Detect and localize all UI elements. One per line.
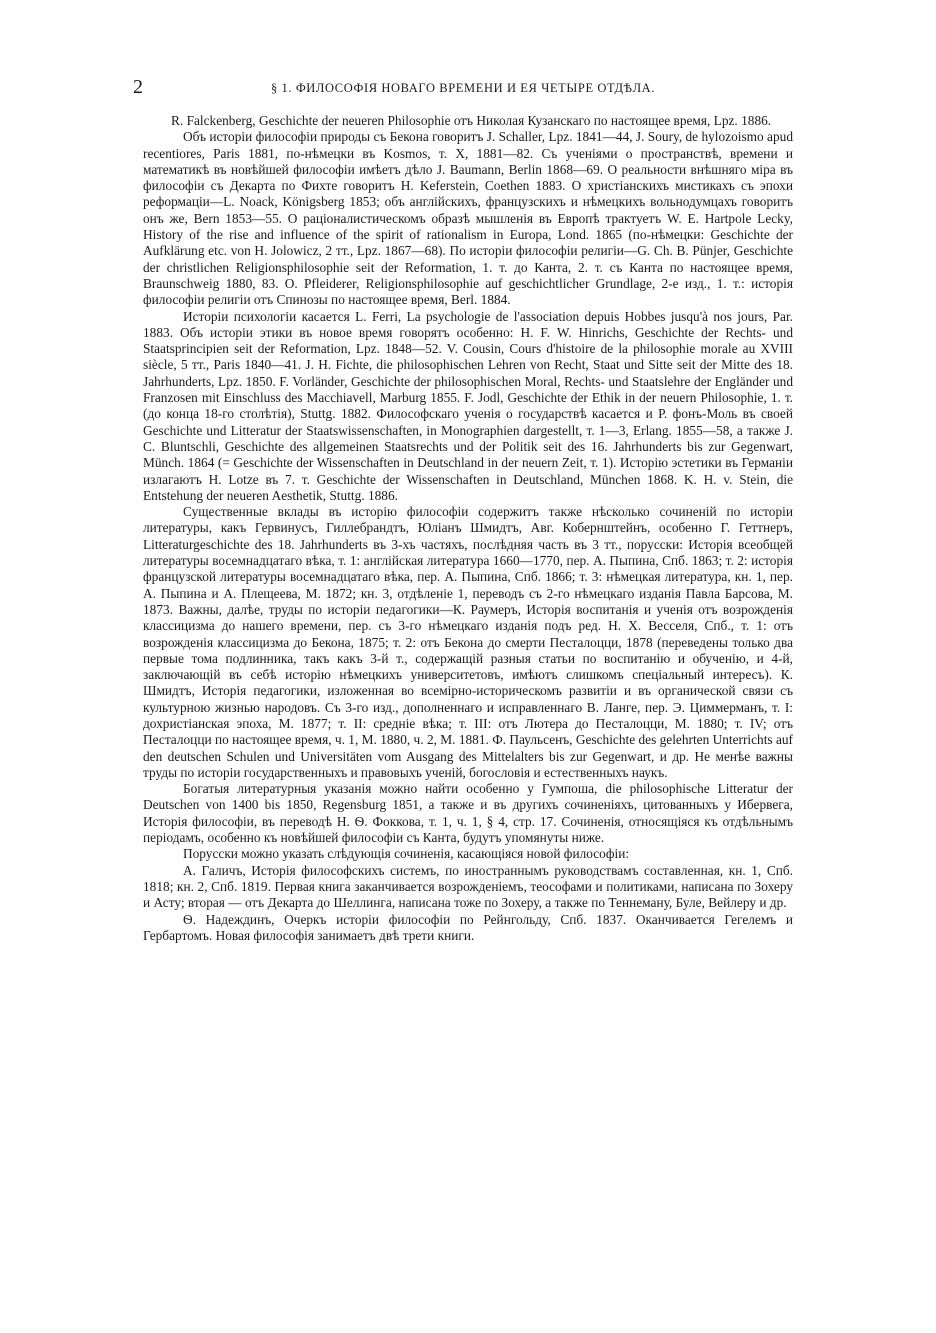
paragraph: А. Галичъ, Исторія философскихъ системъ, по иностраннымъ руководствамъ составленная, кн. 1, Спб. 1818; кн. 2, Спб. 1819. Первая книга заканчивается возрожденіемъ, теософами и политиками, написана по Зохеру и Асту; вторая — отъ Декарта до Шеллинга, написана тоже по Зохеру, а также по Теннеману, Буле, Вейлеру и др. xyxy=(143,862,793,911)
paragraph: Богатыя литературныя указанія можно найти особенно у Гумпоша, die philosophische Litteratur der Deutschen von 1400 bis 1850, Regensburg 1851, а также и въ другихъ сочиненіяхъ, цитованныхъ у Ибервега, Исторія философіи, въ переводѣ Н. Ѳ. Фоккова, т. 1, ч. 1, § 4, стр. 17. Сочиненія, относящіяся къ отдѣльнымъ періодамъ, особенно къ новѣйшей философіи съ Канта, будутъ упомянуты ниже. xyxy=(143,781,793,846)
body-text xyxy=(143,113,793,944)
paragraph: Исторіи психологіи касается L. Ferri, La psychologie de l'association depuis Hobbes jusqu'à nos jours, Par. 1883. Объ исторіи этики въ новое время говорятъ особенно: H. F. W. Hinrichs, Geschichte der Rechts- und Staatsprincipien seit der Reformation, Lpz. 1848—52. V. Cousin, Cours d'histoire de la philosophie morale au XVIII siècle, 5 тт., Paris 1840—41. J. H. Fichte, die philosophischen Lehren von Recht, Staat und Sitte seit der Mitte des 18. Jahrhunderts, Lpz. 1850. F. Vorländer, Geschichte der philosophischen Moral, Rechts- und Staatslehre der Engländer und Franzosen mit Einschluss des Macchiavell, Marburg 1855. F. Jodl, Geschichte der Ethik in der neuern Philosophie, 1. т. (до конца 18-го столѣтія), Stuttg. 1882. Философскаго ученія о государствѣ касается и Р. фонъ-Моль въ своей Geschichte und Litteratur der Staatswissenschaften, in Monographien dargestellt, т. 1—3, Erlang. 1855—58, а также J. C. Bluntschli, Geschichte des allgemeinen Staatsrechts und der Politik seit des 16. Jahrhunderts bis zur Gegenwart, Münch. 1864 (= Geschichte der Wissenschaften in Deutschland in der neuern Zeit, т. 1). Исторію эстетики въ Германіи излагаютъ H. Lotze въ 7. т. Geschichte der Wissenschaften in Deutschland, München 1868. K. H. v. Stein, die Entstehung der neueren Aesthetik, Stuttg. 1886. xyxy=(143,308,793,503)
paragraph: Объ исторіи философіи природы съ Бекона говоритъ J. Schaller, Lpz. 1841—44, J. Soury, de hylozoismo apud recentiores, Paris 1881, по-нѣмецки въ Kosmos, т. X, 1881—82. Съ ученіями о пространствѣ, времени и математикѣ въ новѣйшей философіи имѣетъ дѣло J. Baumann, Berlin 1868—69. О реальности внѣшняго міра въ философіи съ Декарта по Фихте говоритъ H. Keferstein, Coethen 1883. О христіанскихъ мистикахъ съ эпохи реформаціи—L. Noack, Königsberg 1853; объ англійскихъ, французскихъ и нѣмецкихъ вольнодумцахъ говоритъ онъ же, Bern 1853—55. О раціоналистическомъ образѣ мышленія въ Европѣ трактуетъ W. E. Hartpole Lecky, History of the rise and influence of the spirit of rationalism in Europa, Lond. 1865 (по-нѣмецки: Geschichte der Aufklärung etc. von H. Jolowicz, 2 тт., Lpz. 1867—68). По исторіи философіи религіи—G. Ch. B. Pünjer, Geschichte der christlichen Religionsphilosophie seit der Reformation, 1. т. до Канта, 2. т. съ Канта по настоящее время, Braunschweig 1880, 83. O. Pfleiderer, Religionsphilosophie auf geschichtlicher Grundlage, 2-е изд., 1. т.: исторія философіи религіи отъ Спинозы по настоящее время, Berl. 1884. xyxy=(143,129,793,308)
paragraph: Ѳ. Надеждинъ, Очеркъ исторіи философіи по Рейнгольду, Спб. 1837. Оканчивается Гегелемъ и Гербартомъ. Новая философія занимаетъ двѣ трети книги. xyxy=(143,911,793,943)
paragraph: Порусски можно указать слѣдующія сочиненія, касающіяся новой философіи: xyxy=(183,846,630,862)
running-head: § 1. ФИЛОСОФІЯ НОВАГО ВРЕМЕНИ И ЕЯ ЧЕТЫРЕ ОТДѢЛА. xyxy=(270,81,656,95)
paragraph: Существенные вклады въ исторію философіи содержитъ также нѣсколько сочиненій по исторіи литературы, какъ Гервинусъ, Гиллебрандтъ, Юліанъ Шмидтъ, Авг. Кобернштейнъ, особенно Г. Геттнеръ, Litteraturgeschichte des 18. Jahrhunderts въ 3-хъ частяхъ, послѣдняя часть въ 3 тт., порусски: Исторія всеобщей литературы восемнадцатаго вѣка, т. 1: англійская литература 1660—1770, пер. А. Пыпина, Спб. 1863; т. 2: исторія французской литературы восемнадцатаго вѣка, пер. А. Пыпина, Спб. 1866; т. 3: нѣмецкая литература, кн. 1, пер. А. Пыпина и А. Плещеева, М. 1872; кн. 3, отдѣленіе 1, переводъ съ 2-го нѣмецкаго изданія Павла Барсова, М. 1873. Важны, далѣе, труды по исторіи педагогики—К. Раумеръ, Исторія воспитанія и ученія отъ возрожденія классицизма до нашего времени, пер. съ 3-го нѣмецкаго изданія подъ ред. Н. Х. Весселя, Спб., т. 1: отъ возрожденія классицизма до Бекона, 1875; т. 2: отъ Бекона до смерти Песталоцци, 1878 (переведены только два первые тома подлинника, такъ какъ 3-й т., содержащій разныя статьи по воспитанію и обученію, и 4-й, заключающій въ себѣ исторію нѣмецкихъ университетовъ, имѣютъ слишкомъ спеціальный интересъ). К. Шмидтъ, Исторія педагогики, изложенная во всемірно-историческомъ развитіи и въ органической связи съ культурною жизнью народовъ. Съ 3-го изд., дополненнаго и исправленнаго В. Ланге, пер. Э. Циммерманъ, т. I: дохристіанская эпоха, М. 1877; т. II: средніе вѣка; т. III: отъ Лютера до Песталоцци, М. 1880; т. IV; отъ Песталоцци по настоящее время, ч. 1, М. 1880, ч. 2, М. 1881. Ф. Паульсенъ, Geschichte des gelehrten Unterrichts auf den deutschen Schulen und Universitäten vom Ausgang des Mittelalters bis zur Gegenwart, и др. Не менѣе важны труды по исторіи государственныхъ и правовыхъ ученій, богословія и естественныхъ наукъ. xyxy=(143,504,793,780)
page-number: 2 xyxy=(133,76,143,98)
paragraph: R. Falckenberg, Geschichte der neueren Philosophie отъ Николая Кузанскаго по настоящее время, Lpz. 1886. xyxy=(171,113,772,128)
page-header xyxy=(133,76,793,102)
